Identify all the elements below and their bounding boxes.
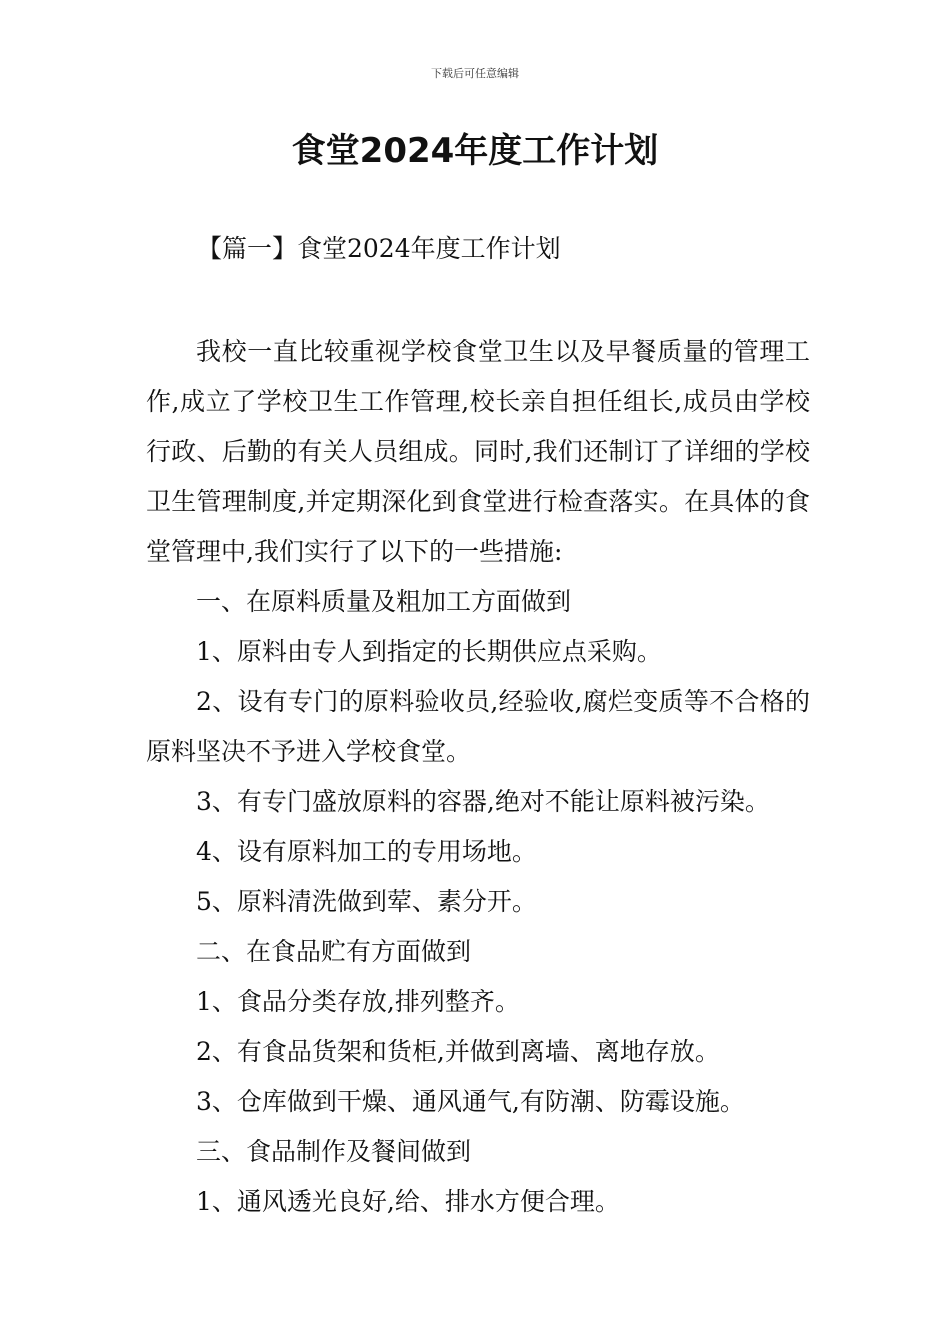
document-title: 食堂2024年度工作计划 bbox=[291, 131, 659, 171]
list-item: 2、设有专门的原料验收员,经验收,腐烂变质等不合格的原料坚决不予进入学校食堂。 bbox=[146, 687, 810, 766]
heading-raw-material: 一、在原料质量及粗加工方面做到 bbox=[196, 587, 572, 616]
section-heading: 【篇一】食堂2024年度工作计划 bbox=[197, 234, 561, 263]
heading-food-preparation: 三、食品制作及餐间做到 bbox=[196, 1137, 472, 1166]
intro-paragraph: 我校一直比较重视学校食堂卫生以及早餐质量的管理工作,成立了学校卫生工作管理,校长亲自担任组长,成员由学校行政、后勤的有关人员组成。同时,我们还制订了详细的学校卫生管理制度,并定期深化到食堂进行检查落实。在具体的食堂管理中,我们实行了以下的一些措施: bbox=[146, 337, 810, 566]
list-item: 4、设有原料加工的专用场地。 bbox=[196, 837, 537, 866]
list-item: 2、有食品货架和货柜,并做到离墙、离地存放。 bbox=[196, 1037, 720, 1066]
list-item: 1、原料由专人到指定的长期供应点采购。 bbox=[196, 637, 662, 666]
document-body bbox=[146, 327, 810, 1227]
list-item: 3、有专门盛放原料的容器,绝对不能让原料被污染。 bbox=[196, 787, 770, 816]
heading-food-storage: 二、在食品贮有方面做到 bbox=[196, 937, 472, 966]
header-note: 下载后可任意编辑 bbox=[431, 67, 519, 80]
list-item: 1、食品分类存放,排列整齐。 bbox=[196, 987, 520, 1016]
list-item: 1、通风透光良好,给、排水方便合理。 bbox=[196, 1187, 620, 1216]
list-item: 3、仓库做到干燥、通风通气,有防潮、防霉设施。 bbox=[196, 1087, 745, 1116]
list-item: 5、原料清洗做到荤、素分开。 bbox=[196, 887, 537, 916]
